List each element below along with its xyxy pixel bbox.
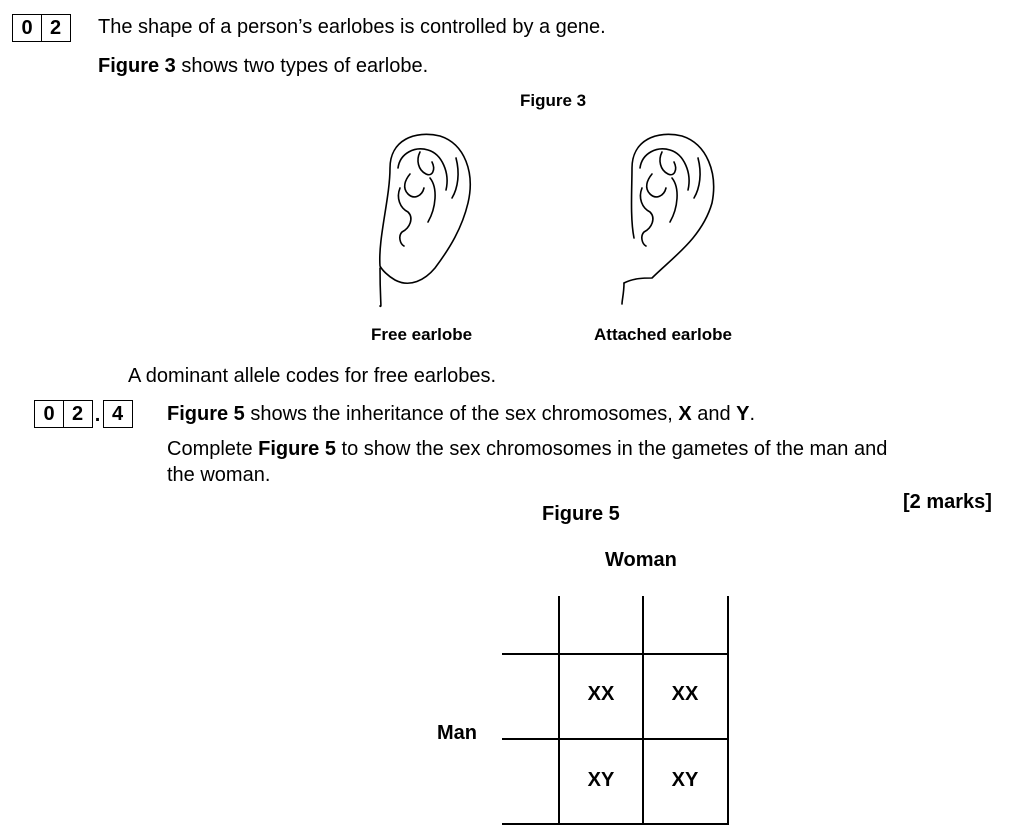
free-earlobe-drawing: [370, 128, 480, 308]
question-subdigit-4: 4: [103, 400, 133, 428]
free-earlobe-label: Free earlobe: [371, 325, 473, 344]
man-label: Man: [437, 722, 477, 744]
figure-3-title: Figure 3: [520, 91, 587, 110]
x-chromosome: X: [678, 403, 692, 425]
figure-3-reference: [98, 53, 428, 79]
offspring-cell-1-2: XX: [671, 683, 699, 705]
question-digit-0: 0: [34, 400, 64, 428]
grid-vline-3: [727, 596, 729, 825]
figure-5-ref-bold: Figure 5: [167, 403, 245, 425]
line1-end: .: [749, 403, 756, 425]
offspring-cell-2-2: XY: [671, 769, 699, 791]
line1-and: and: [691, 403, 737, 425]
figure-3-ref-bold: Figure 3: [98, 55, 176, 77]
question-number-02-4: [34, 400, 133, 428]
attached-earlobe-label: Attached earlobe: [594, 325, 732, 344]
offspring-cell-2-1: XY: [587, 769, 615, 791]
y-chromosome: Y: [736, 403, 750, 425]
line1-mid: shows the inheritance of the sex chromosomes,: [244, 403, 679, 425]
offspring-cell-1-1: XX: [587, 683, 615, 705]
figure-5-title: Figure 5: [542, 503, 620, 525]
question-number-02: [12, 14, 71, 42]
figure-3-ref-rest: shows two types of earlobe.: [175, 55, 429, 77]
question-line-3: the woman.: [167, 464, 271, 486]
marks-label: [2 marks]: [903, 491, 992, 513]
question-digit-2: 2: [41, 14, 71, 42]
grid-hline-3: [502, 823, 729, 825]
question-line-1: [167, 401, 755, 427]
question-digit-0: 0: [12, 14, 42, 42]
question-line-2: [167, 436, 887, 462]
grid-hline-1: [502, 653, 729, 655]
figure-5-ref-bold-2: Figure 5: [258, 438, 336, 460]
woman-label: Woman: [605, 549, 677, 571]
line2-rest: to show the sex chromosomes in the gametes of the man and: [335, 438, 888, 460]
grid-hline-2: [502, 738, 729, 740]
question-dot: .: [94, 404, 101, 426]
intro-text: The shape of a person’s earlobes is controlled by a gene.: [98, 16, 606, 38]
line2-start: Complete: [167, 438, 259, 460]
attached-earlobe-drawing: [612, 128, 722, 308]
question-digit-2: 2: [63, 400, 93, 428]
dominant-allele-text: A dominant allele codes for free earlobes.: [128, 365, 496, 387]
